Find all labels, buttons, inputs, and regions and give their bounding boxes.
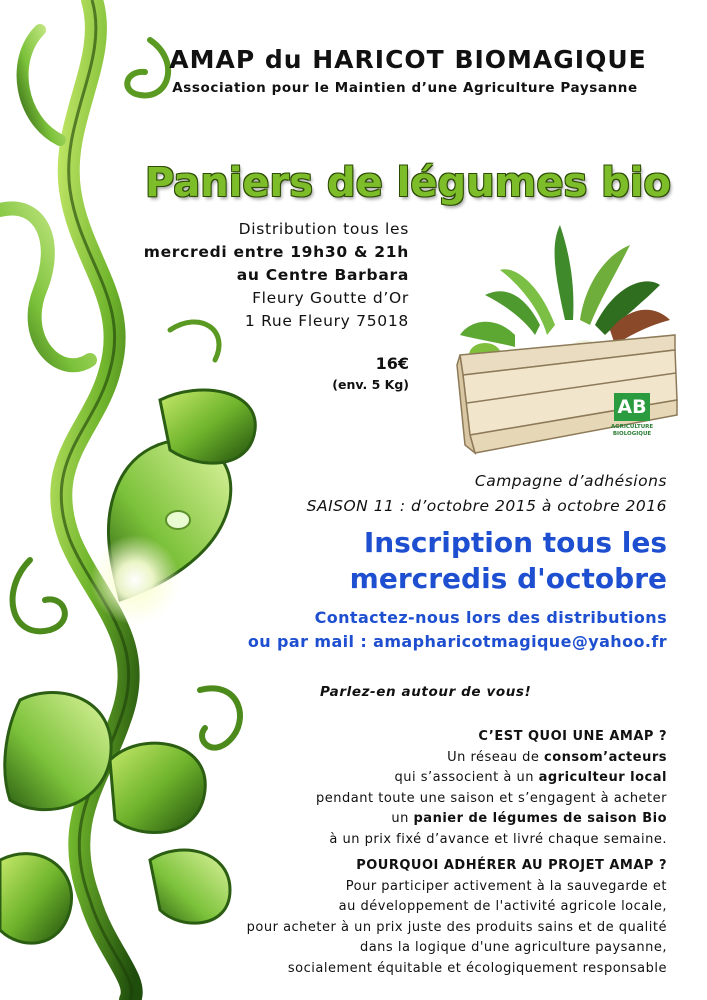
price-weight: (env. 5 Kg) <box>332 377 409 392</box>
price-amount: 16€ <box>375 354 409 373</box>
what-line-2-text: qui s’associent à un <box>394 770 539 785</box>
organization-title: AMAP du HARICOT BIOMAGIQUE <box>169 45 647 74</box>
inscription-line-2: mercredis d'octobre <box>349 562 667 595</box>
what-line-4 <box>316 809 667 830</box>
why-line-4: dans la logique d'une agriculture paysanne, <box>359 940 667 955</box>
what-line-5: à un prix fixé d’avance et livré chaque semaine. <box>329 831 667 847</box>
why-line-1: Pour participer activement à la sauvegarde et <box>345 878 667 894</box>
why-line-3: pour acheter à un prix juste des produits sains et de qualité <box>246 919 667 935</box>
why-join-section <box>247 856 667 979</box>
what-line-1-text: Un réseau de <box>447 749 545 765</box>
what-line-1-bold: consom’acteurs <box>544 749 667 765</box>
contact-line-1: Contactez-nous lors des distributions <box>314 608 667 627</box>
distribution-line-3: au Centre Barbara <box>236 266 409 284</box>
bean-vine-illustration <box>0 0 300 1000</box>
what-line-4-text: un <box>391 811 414 826</box>
distribution-line-2: mercredi entre 19h30 & 21h <box>143 243 409 261</box>
parlez-en-tagline: Parlez-en autour de vous! <box>320 684 532 700</box>
why-heading: POURQUOI ADHÉRER AU PROJET AMAP ? <box>356 858 667 873</box>
ab-logo-line-1: AGRICULTURE <box>610 424 654 430</box>
distribution-line-1: Distribution tous les <box>238 220 409 238</box>
ab-organic-logo <box>607 390 657 446</box>
what-line-2-bold: agriculteur local <box>538 770 667 785</box>
what-line-4-bold: panier de légumes de saison Bio <box>413 811 667 826</box>
headline: Paniers de légumes bio <box>144 160 671 206</box>
ab-logo-line-2: BIOLOGIQUE <box>612 431 652 437</box>
distribution-line-4: Fleury Goutte d’Or <box>252 289 409 307</box>
organization-subtitle: Association pour le Maintien d’une Agriculture Paysanne <box>172 80 638 96</box>
inscription-line-1: Inscription tous les <box>363 526 667 559</box>
campaign-line-1: Campagne d’adhésions <box>474 472 667 490</box>
campaign-line-2: SAISON 11 : d’octobre 2015 à octobre 2016 <box>306 497 667 515</box>
contact-email-line[interactable]: ou par mail : amapharicotmagique@yahoo.fr <box>247 632 667 651</box>
why-line-2: au développement de l'activité agricole locale, <box>338 899 667 914</box>
what-line-2 <box>316 768 667 789</box>
ab-mark: AB <box>614 393 650 421</box>
what-is-amap-section <box>316 727 667 850</box>
what-line-1 <box>316 748 667 769</box>
what-line-3: pendant toute une saison et s’engagent à acheter <box>316 790 667 806</box>
what-heading: C’EST QUOI UNE AMAP ? <box>478 729 667 744</box>
why-line-5: socialement équitable et écologiquement responsable <box>287 960 667 976</box>
distribution-line-5: 1 Rue Fleury 75018 <box>244 312 409 330</box>
